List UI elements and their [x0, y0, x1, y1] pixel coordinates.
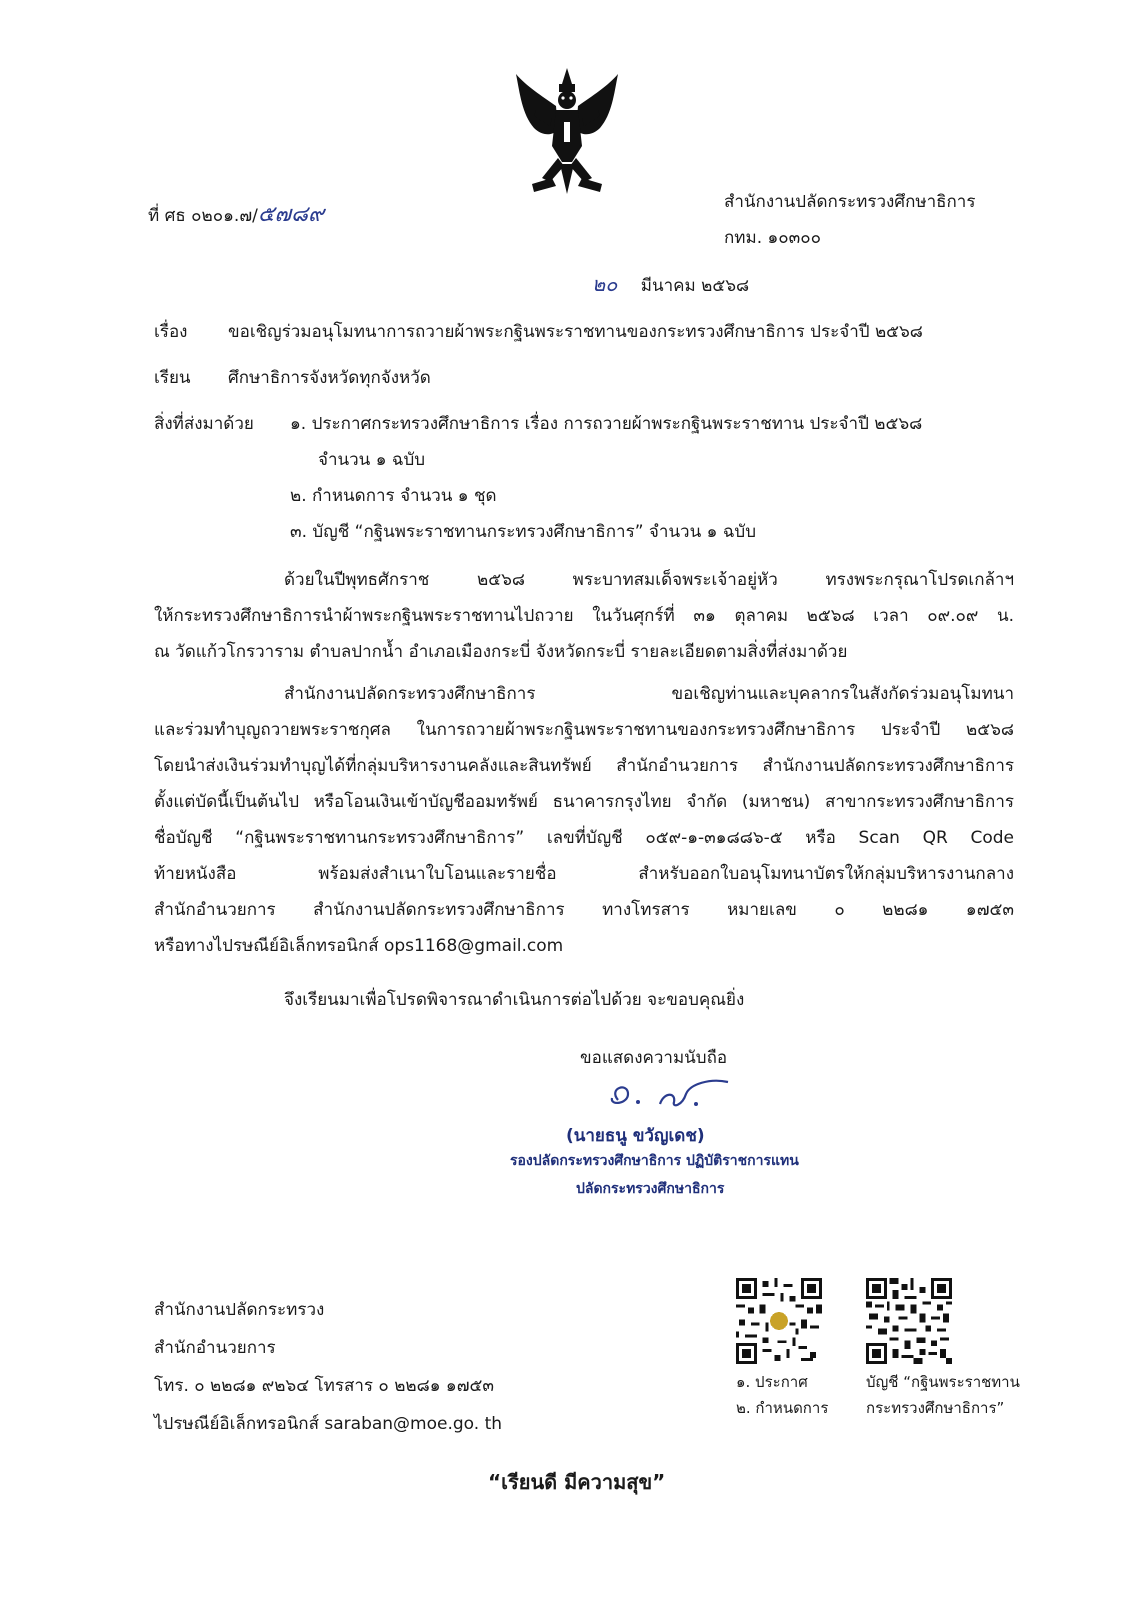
- enclosures-label: สิ่งที่ส่งมาด้วย: [154, 414, 254, 434]
- paragraph-line: ชื่อบัญชี “กฐินพระราชทานกระทรวงศึกษาธิการ” เลขที่บัญชี ๐๕๙-๑-๓๑๘๘๖-๕ หรือ Scan QR Code: [154, 828, 1014, 848]
- date-month-year: มีนาคม ๒๕๖๘: [640, 276, 750, 296]
- letter-date: [592, 268, 749, 300]
- paragraph-line: และร่วมทำบุญถวายพระราชกุศล ในการถวายผ้าพระกฐินพระราชทานของกระทรวงศึกษาธิการ ประจำปี ๒๕๖๘: [154, 720, 1014, 740]
- footer-phone: โทร. ๐ ๒๒๘๑ ๙๒๖๔ โทรสาร ๐ ๒๒๘๑ ๑๗๕๓: [154, 1376, 494, 1396]
- qr2-caption-line-1: บัญชี “กฐินพระราชทาน: [866, 1373, 1020, 1391]
- paragraph-line: สำนักอำนวยการ สำนักงานปลัดกระทรวงศึกษาธิการ ทางโทรสาร หมายเลข ๐ ๒๒๘๑ ๑๗๕๓: [154, 900, 1014, 920]
- sender-city: กทม. ๑๐๓๐๐: [724, 228, 822, 248]
- garuda-emblem: [512, 66, 622, 198]
- closing-sentence: จึงเรียนมาเพื่อโปรดพิจารณาดำเนินการต่อไปด้วย จะขอบคุณยิ่ง: [284, 990, 745, 1010]
- enclosure-item-continuation: จำนวน ๑ ฉบับ: [318, 450, 426, 470]
- motto: “เรียนดี มีความสุข”: [488, 1470, 666, 1494]
- paragraph-line: หรือทางไปรษณีย์อิเล็กทรอนิกส์ ops1168@gmail.com: [154, 936, 564, 956]
- signatory-title: รองปลัดกระทรวงศึกษาธิการ ปฏิบัติราชการแทน: [510, 1153, 799, 1169]
- qr-code-donation-account[interactable]: [866, 1278, 952, 1364]
- body-paragraph-1: [154, 562, 1014, 670]
- paragraph-line: ด้วยในปีพุทธศักราช ๒๕๖๘ พระบาทสมเด็จพระเจ้าอยู่หัว ทรงพระกรุณาโปรดเกล้าฯ: [284, 570, 1014, 590]
- qr2-caption-line-2: กระทรวงศึกษาธิการ”: [866, 1399, 1005, 1417]
- subject-label: เรื่อง: [154, 322, 188, 342]
- enclosure-item: ๓. บัญชี “กฐินพระราชทานกระทรวงศึกษาธิการ” จำนวน ๑ ฉบับ: [290, 522, 756, 542]
- reference-number: [148, 196, 324, 231]
- sender-office: สำนักงานปลัดกระทรวงศึกษาธิการ: [724, 192, 976, 212]
- reference-handwritten-number: ๕๗๘๙: [257, 202, 325, 227]
- signatory-name: (นายธนู ขวัญเดช): [566, 1126, 705, 1146]
- qr1-caption-line-1: ๑. ประกาศ: [736, 1373, 808, 1391]
- signatory-title-2: ปลัดกระทรวงศึกษาธิการ: [576, 1181, 725, 1197]
- body-paragraph-2: [154, 676, 1014, 964]
- respect-closing: ขอแสดงความนับถือ: [580, 1048, 728, 1068]
- handwritten-signature: [598, 1070, 748, 1120]
- qr-code-announcement[interactable]: [736, 1278, 822, 1364]
- recipient-label: เรียน: [154, 368, 191, 388]
- footer-office: สำนักงานปลัดกระทรวง: [154, 1300, 325, 1320]
- recipient-text: ศึกษาธิการจังหวัดทุกจังหวัด: [228, 368, 431, 388]
- date-day-handwritten: ๒๐: [592, 272, 618, 296]
- reference-prefix: ที่ ศธ ๐๒๐๑.๗/: [148, 206, 258, 226]
- footer-division: สำนักอำนวยการ: [154, 1338, 276, 1358]
- paragraph-line: ท้ายหนังสือ พร้อมส่งสำเนาใบโอนและรายชื่อ สำหรับออกใบอนุโมทนาบัตรให้กลุ่มบริหารงานกลาง: [154, 864, 1014, 884]
- enclosure-item: ๑. ประกาศกระทรวงศึกษาธิการ เรื่อง การถวายผ้าพระกฐินพระราชทาน ประจำปี ๒๕๖๘: [290, 414, 923, 434]
- subject-text: ขอเชิญร่วมอนุโมทนาการถวายผ้าพระกฐินพระราชทานของกระทรวงศึกษาธิการ ประจำปี ๒๕๖๘: [228, 322, 923, 342]
- qr1-caption-line-2: ๒. กำหนดการ: [736, 1399, 829, 1417]
- paragraph-line: ตั้งแต่บัดนี้เป็นต้นไป หรือโอนเงินเข้าบัญชีออมทรัพย์ ธนาคารกรุงไทย จำกัด (มหาชน) สาขากระทรวงศึกษาธิการ: [154, 792, 1014, 812]
- paragraph-line: สำนักงานปลัดกระทรวงศึกษาธิการ ขอเชิญท่านและบุคลากรในสังกัดร่วมอนุโมทนา: [284, 684, 1014, 704]
- paragraph-line: โดยนำส่งเงินร่วมทำบุญได้ที่กลุ่มบริหารงานคลังและสินทรัพย์ สำนักอำนวยการ สำนักงานปลัดกระทรวงศึกษาธิการ: [154, 756, 1014, 776]
- paragraph-line: ให้กระทรวงศึกษาธิการนำผ้าพระกฐินพระราชทานไปถวาย ในวันศุกร์ที่ ๓๑ ตุลาคม ๒๕๖๘ เวลา ๐๙.๐๙ น.: [154, 606, 1014, 626]
- paragraph-line: ณ วัดแก้วโกรวาราม ตำบลปากน้ำ อำเภอเมืองกระบี่ จังหวัดกระบี่ รายละเอียดตามสิ่งที่ส่งมาด้วย: [154, 642, 848, 662]
- footer-email: ไปรษณีย์อิเล็กทรอนิกส์ saraban@moe.go. th: [154, 1414, 503, 1434]
- enclosure-item: ๒. กำหนดการ จำนวน ๑ ชุด: [290, 486, 497, 506]
